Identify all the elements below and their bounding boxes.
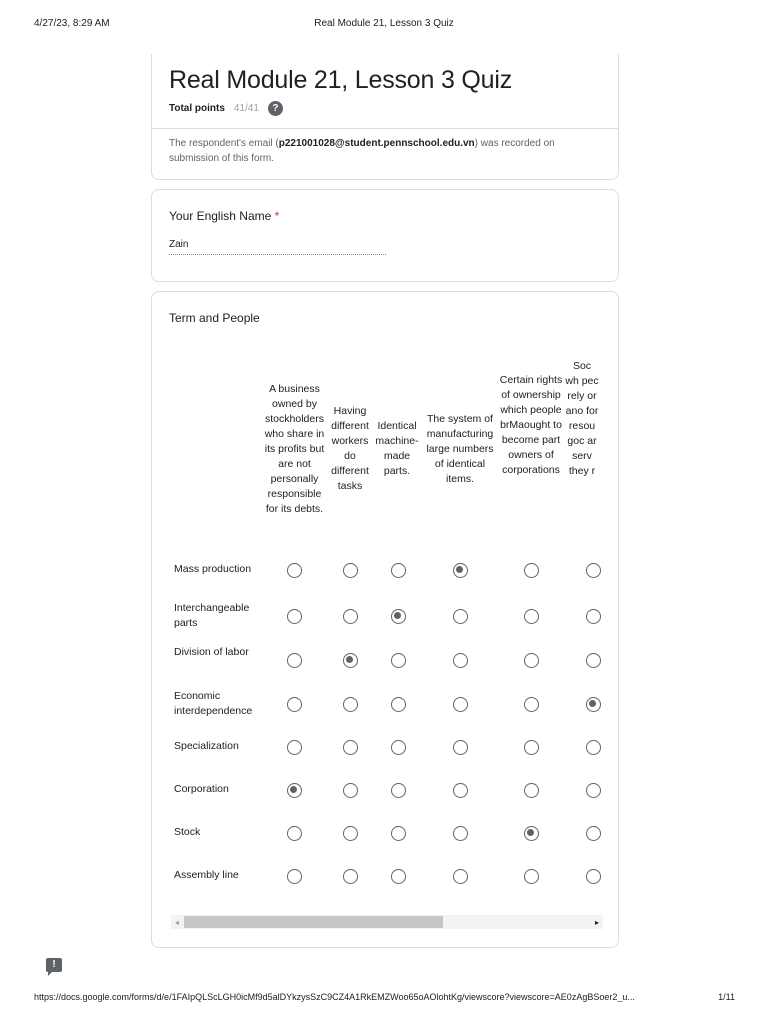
grid-radio-button[interactable] [524,783,539,798]
grid-row-label: Corporation [174,783,229,795]
print-date: 4/27/23, 8:29 AM [34,18,110,29]
grid-radio-button[interactable] [343,740,358,755]
grid-radio-button[interactable] [453,697,468,712]
grid-radio-button[interactable] [343,826,358,841]
column-header: Having different workers do different tasks [331,405,369,492]
grid-radio-button[interactable] [287,653,302,668]
grid-radio-button[interactable] [287,783,302,798]
grid-radio-button[interactable] [287,563,302,578]
grid-radio-button[interactable] [586,869,601,884]
grid-radio-button[interactable] [586,609,601,624]
grid-radio-button[interactable] [586,563,601,578]
total-points [169,100,283,116]
column-header: Soc wh pec rely or ano for resou goc ar serv they r [565,360,599,477]
grid-radio-button[interactable] [524,697,539,712]
form-title: Real Module 21, Lesson 3 Quiz [169,66,513,94]
grid-radio-button[interactable] [391,609,406,624]
grid-radio-button[interactable] [343,869,358,884]
grid-question-title: Term and People [169,311,260,325]
grid-radio-button[interactable] [287,740,302,755]
print-header [0,18,768,32]
grid-radio-button[interactable] [343,783,358,798]
grid-clip-edge [602,352,619,912]
points-label: Total points [169,102,225,114]
grid-radio-button[interactable] [524,826,539,841]
grid-radio-button[interactable] [343,697,358,712]
column-header: The system of manufacturing large numbers of identical items. [426,413,494,485]
grid-radio-button[interactable] [391,563,406,578]
email-prefix: The respondent's email ( [169,138,279,149]
grid-radio-button[interactable] [524,609,539,624]
grid-radio-button[interactable] [524,563,539,578]
horizontal-scrollbar[interactable] [171,915,603,929]
scroll-right-arrow-icon[interactable]: ▸ [594,918,599,927]
grid-radio-button[interactable] [586,826,601,841]
grid-radio-button[interactable] [453,869,468,884]
grid-radio-button[interactable] [343,653,358,668]
print-title: Real Module 21, Lesson 3 Quiz [314,18,454,29]
divider [152,128,618,129]
grid-radio-button[interactable] [391,783,406,798]
grid-radio-button[interactable] [391,869,406,884]
grid-row-label: Mass production [174,563,252,575]
grid-row-label: Stock [174,826,201,838]
grid-radio-button[interactable] [453,563,468,578]
feedback-icon[interactable]: ! [46,958,62,972]
grid-radio-button[interactable] [287,826,302,841]
grid-row-label: Assembly line [174,869,239,881]
grid-question-card [151,291,619,948]
column-header: Identical machine-made parts. [375,420,419,477]
email-suffix: ) was recorded on submission of this form. [169,138,555,164]
print-footer [0,992,768,1006]
required-asterisk: * [274,209,280,223]
name-answer-field[interactable]: Zain [169,239,386,255]
grid-row-label: Economic interdependence [174,690,253,717]
grid-radio-button[interactable] [287,869,302,884]
grid-radio-button[interactable] [586,740,601,755]
respondent-email: p221001028@student.pennschool.edu.vn [278,138,475,149]
grid-radio-button[interactable] [391,826,406,841]
grid-radio-button[interactable] [287,697,302,712]
points-value: 41/41 [233,102,259,114]
grid-row-label: Specialization [174,740,239,752]
grid-radio-button[interactable] [586,653,601,668]
print-url: https://docs.google.com/forms/d/e/1FAIpQLScLGH0icMf9d5alDYkzysSzC9CZ4A1RkEMZWoo65oAOlohtKg/viewscore?viewscore=AE0zAgBSoer2_u... [34,992,635,1002]
grid-radio-button[interactable] [524,653,539,668]
help-icon[interactable]: ? [268,101,283,116]
grid-row-label: Division of labor [174,646,249,658]
email-note [169,136,589,166]
column-header: A business owned by stockholders who share in its profits but are not personally responsible for its debts. [264,383,325,515]
grid-radio-button[interactable] [453,740,468,755]
grid-radio-button[interactable] [524,740,539,755]
grid-radio-button[interactable] [287,609,302,624]
grid-radio-button[interactable] [453,783,468,798]
grid-radio-button[interactable] [453,826,468,841]
grid-radio-button[interactable] [391,740,406,755]
grid-radio-button[interactable] [391,653,406,668]
question-text: Your English Name [169,209,272,223]
column-header: Certain rights of ownership which people brMaought to become part owners of corporations [499,374,563,476]
grid-radio-button[interactable] [343,563,358,578]
grid-radio-button[interactable] [524,869,539,884]
print-page-number: 1/11 [718,992,735,1002]
grid-radio-button[interactable] [453,609,468,624]
grid-radio-button[interactable] [343,609,358,624]
grid-radio-button[interactable] [586,697,601,712]
scroll-thumb[interactable] [184,916,443,928]
grid-row-label: Interchangeable parts [174,602,250,629]
name-question-label [169,209,279,223]
scroll-left-arrow-icon[interactable]: ◂ [175,918,180,927]
name-question-card [151,189,619,282]
grid-radio-button[interactable] [586,783,601,798]
grid-radio-button[interactable] [453,653,468,668]
grid-radio-button[interactable] [391,697,406,712]
form-header-card [151,54,619,180]
